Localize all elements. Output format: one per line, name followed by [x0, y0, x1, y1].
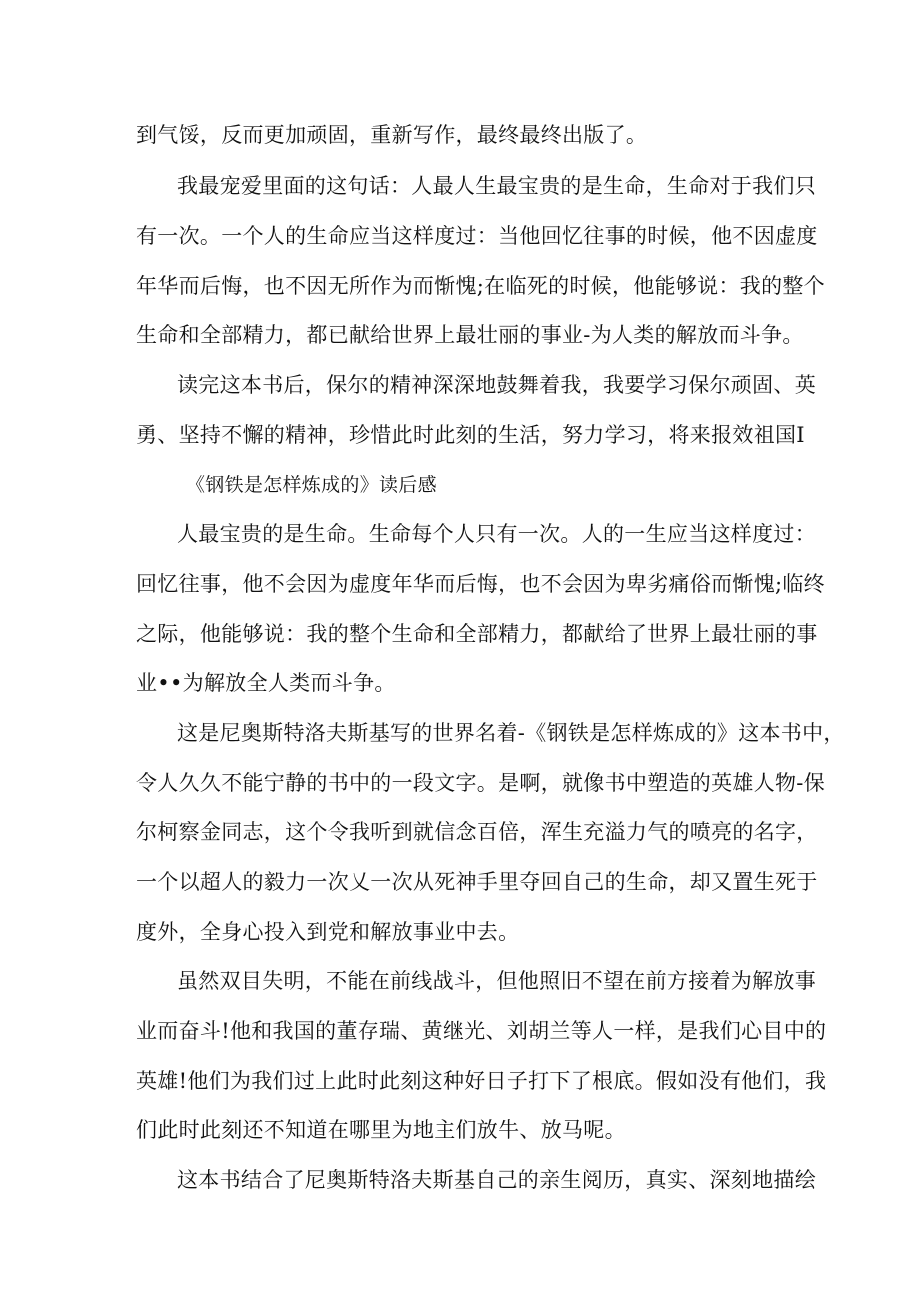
text-line: 生命和全部精力，都已献给世界上最壮丽的事业-为人类的解放而斗争。 [136, 323, 804, 347]
text-line: 令人久久不能宁静的书中的一段文字。是啊，就像书中塑造的英雄人物-保 [136, 771, 825, 795]
text-line: 虽然双目失明，不能在前线战斗，但他照旧不望在前方接着为解放事 [177, 969, 816, 993]
text-line: 我最宠爱里面的这句话：人最人生最宝贵的是生命，生命对于我们只 [177, 174, 816, 198]
text-line: 一个以超人的毅力一次乂一次从死神手里夺回自己的生命，却又置生死于 [136, 870, 818, 894]
text-line: 尔柯察金同志，这个令我听到就信念百倍，浑生充溢力气的喷亮的名字， [136, 820, 818, 844]
section-title: 《钢铁是怎样炼成的》读后感 [186, 474, 437, 496]
text-line: 有一次。一个人的生命应当这样度过：当他回忆往事的时候，他不因虚度 [136, 224, 818, 248]
text-line: 英雄!他们为我们过上此时此刻这种好日子打下了根底。假如没有他们，我 [136, 1069, 827, 1093]
text-line: 年华而后悔，也不因无所作为而惭愧;在临死的时候，他能够说：我的整个 [136, 274, 825, 298]
text-line: 业而奋斗!他和我国的董存瑞、黄继光、刘胡兰等人一样，是我们心目中的 [136, 1019, 827, 1043]
text-line: 读完这本书后，保尔的精神深深地鼓舞着我，我要学习保尔顽固、英 [177, 373, 816, 397]
text-line: 业••为解放全人类而斗争。 [136, 671, 396, 695]
text-line: 回忆往事，他不会因为虚度年华而后悔，也不会因为卑劣痛俗而惭愧;临终 [136, 572, 825, 596]
text-line: 们此时此刻还不知道在哪里为地主们放牛、放马呢。 [136, 1118, 626, 1142]
text-line: 之际，他能够说：我的整个生命和全部精力，都献给了世界上最壮丽的事 [136, 622, 818, 646]
text-line: 人最宝贵的是生命。生命每个人只有一次。人的一生应当这样度过： [177, 522, 816, 546]
text-line: 这本书结合了尼奥斯特洛夫斯基自己的亲生阅历，真实、深刻地描绘 [177, 1168, 816, 1192]
text-line: 度外，全身心投入到党和解放事业中去。 [136, 920, 520, 944]
text-line: 到气馁，反而更加顽固，重新写作，最终最终出版了。 [136, 123, 648, 147]
text-line: 勇、坚持不懈的精神，珍惜此时此刻的生活，努力学习，将来报效祖国I [136, 423, 805, 447]
text-line: 这是尼奥斯特洛夫斯基写的世界名着-《钢铁是怎样炼成的》这本书中， [177, 721, 845, 745]
